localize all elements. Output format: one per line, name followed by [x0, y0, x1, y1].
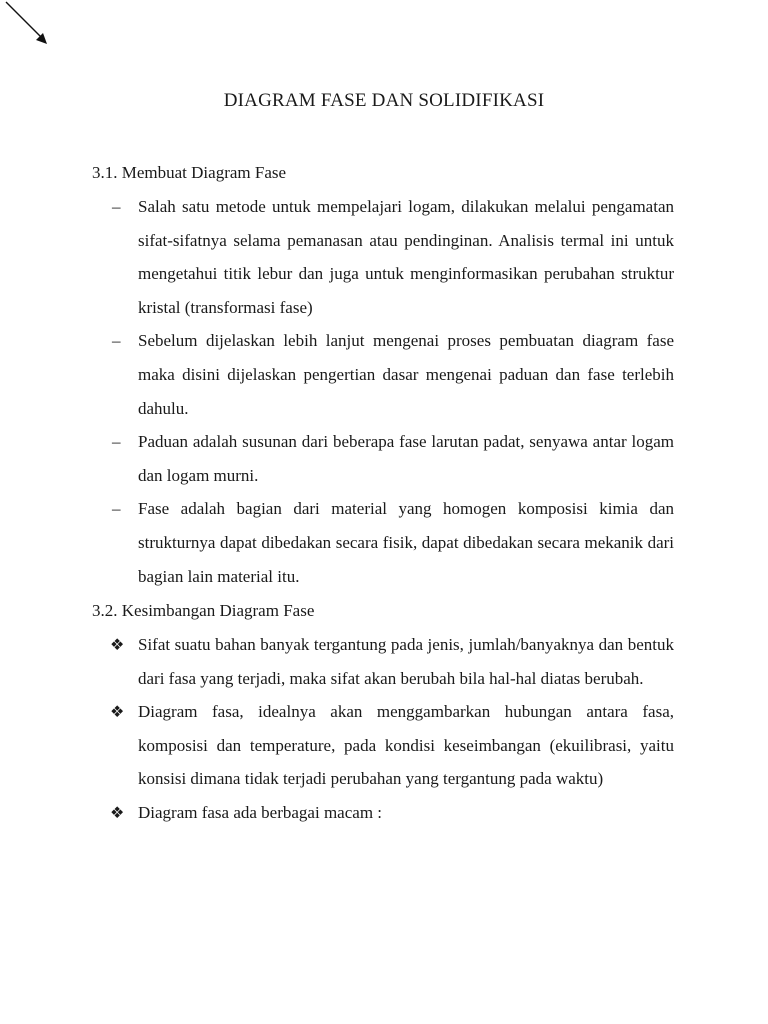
section-heading: 3.1. Membuat Diagram Fase — [92, 163, 287, 182]
list-item — [92, 628, 674, 695]
list-item-text: Diagram fasa ada berbagai macam : — [138, 802, 383, 822]
list-item-text: Diagram fasa, idealnya akan menggambarkan hubungan antara fasa, komposisi dan temperature, pada kondisi keseimbangan (ekuilibrasi, yaitu konsisi dimana tidak terjadi perubahan yang tergantung pada waktu) — [138, 702, 674, 789]
dash-bullet-icon: – — [112, 331, 121, 351]
diamond-bullet-icon: ❖ — [110, 802, 125, 822]
dash-bullet-icon: – — [112, 197, 121, 216]
arrow-icon — [0, 0, 60, 60]
list-item-text: Paduan adalah susunan dari beberapa fase larutan padat, senyawa antar logam dan logam murni. — [138, 432, 674, 485]
page-title: DIAGRAM FASE DAN SOLIDIFIKASI — [223, 90, 545, 111]
diamond-bullet-icon: ❖ — [110, 635, 125, 654]
diamond-bullet-icon: ❖ — [110, 702, 125, 722]
list-item — [92, 695, 674, 796]
list-item-text: Salah satu metode untuk mempelajari logam, dilakukan melalui pengamatan sifat-sifatnya selama pemanasan atau pendinginan. Analisis termal ini untuk mengetahui titik lebur dan juga untuk menginformasikan perubahan struktur kristal (transformasi fase) — [138, 197, 674, 317]
list-item-text: Sifat suatu bahan banyak tergantung pada jenis, jumlah/banyaknya dan bentuk dari fasa yang terjadi, maka sifat akan berubah bila hal-hal diatas berubah. — [138, 635, 674, 688]
dash-list — [92, 190, 682, 593]
diamond-list — [92, 628, 682, 830]
list-item — [92, 796, 674, 830]
list-item — [92, 190, 674, 324]
section-heading: 3.2. Kesimbangan Diagram Fase — [92, 601, 315, 620]
section-kesimbangan-diagram-fase — [92, 594, 682, 830]
list-item-text: Sebelum dijelaskan lebih lanjut mengenai proses pembuatan diagram fase maka disini dijelaskan pengertian dasar mengenai paduan dan fase terlebih dahulu. — [138, 331, 674, 418]
section-membuat-diagram-fase — [92, 156, 682, 593]
list-item — [92, 492, 674, 593]
list-item — [92, 324, 674, 425]
dash-bullet-icon: – — [112, 499, 121, 519]
list-item — [92, 425, 674, 492]
list-item-text: Fase adalah bagian dari material yang homogen komposisi kimia dan strukturnya dapat dibedakan secara fisik, dapat dibedakan secara mekanik dari bagian lain material itu. — [138, 499, 674, 586]
dash-bullet-icon: – — [112, 432, 121, 452]
